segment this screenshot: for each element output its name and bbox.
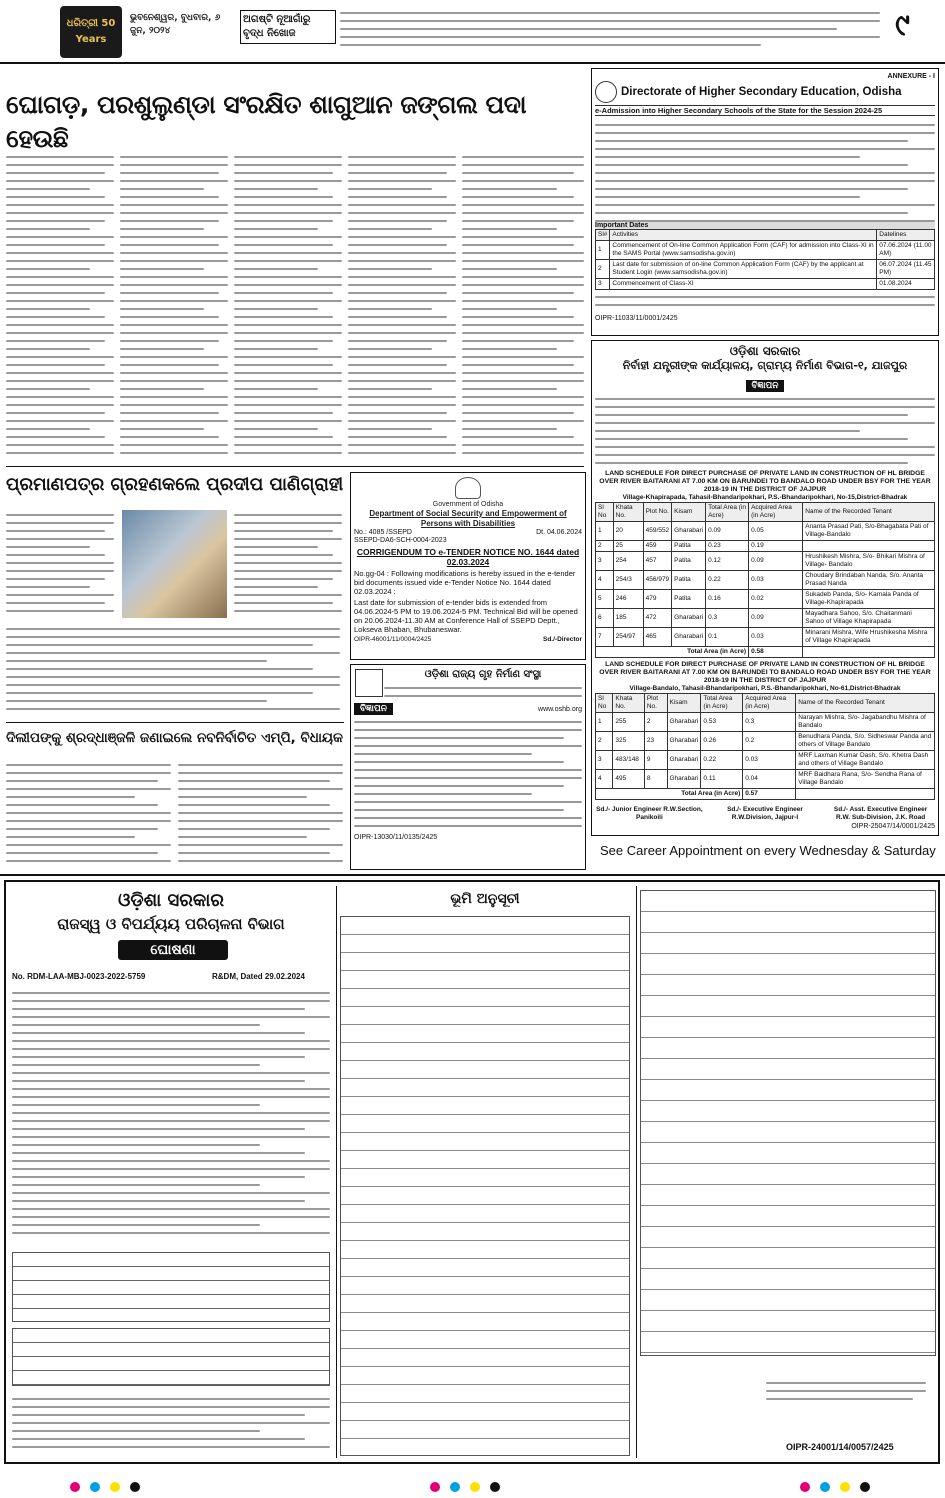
rwd-title: ନିର୍ବାହୀ ଯନ୍ତ୍ରୀଙ୍କ କାର୍ଯ୍ୟାଳୟ, ଗ୍ରାମ୍ୟ ନିର୍ମାଣ ବିଭାଗ-୧, ଯାଜପୁର <box>622 359 908 372</box>
table-row: 4 254/3 456/979 Patita 0.22 0.03 Choudary Brindaban Nanda, S/o. Ananta Prasad Nanda <box>596 571 935 590</box>
masthead-logo-text: ଧରିତ୍ରୀ 50 Years <box>66 18 116 45</box>
lead-article-col-5 <box>462 150 584 462</box>
third-headline: ଦିଲୀପଙ୍କୁ ଶ୍ରଦ୍ଧାଞ୍ଜଳି ଜଣାଇଲେ ନବନିର୍ବାଚିତ ଏମ୍‌ପି, ବିଧାୟକ <box>6 730 344 746</box>
ssepd-body-2: Last date for submission of e-tender bids is extended from 04.06.2024-5 PM to 19.06.2024-5 PM. Technical Bid will be opened on 20.06.2024-11.30 AM at Conference Hall of SSEPD Deptt., Lokseva Bhaban, Bhubaneswar. <box>354 598 578 634</box>
ssepd-no: No.: 4085 /SSEPD <box>354 529 412 536</box>
table-row: 2 325 23 Gharabari 0.26 0.2 Benudhara Panda, S/o. Sidheswar Panda and others of Village Bandalo <box>596 732 935 751</box>
emblem-icon <box>455 477 481 499</box>
registration-marks <box>0 1480 945 1494</box>
revenue-notice <box>4 880 940 1464</box>
table-row: 5 246 479 Patita 0.16 0.02 Sukadeb Panda, S/o- Kamala Panda of Village-Khapirapada <box>596 590 935 609</box>
revenue-dept: ରାଜସ୍ୱ ଓ ବିପର୍ଯ୍ୟୟ ପରିଚାଳନା ବିଭାଗ <box>57 915 285 933</box>
land-schedule-table-right <box>640 890 936 1356</box>
land-schedule-title: ଭୂମି ଅନୁସୂଚୀ <box>450 891 520 907</box>
table-row: 6 185 472 Gharabari 0.3 0.09 Mayadhara Sahoo, S/o. Chaitanmani Sahoo of Village Khapirapada <box>596 609 935 628</box>
rwd-notice-label: ବିଜ୍ଞାପନ <box>746 380 785 392</box>
rwd-footer: OIPR-25047/14/0001/2425 <box>851 823 935 830</box>
dhse-annexure: ANNEXURE - I <box>887 73 935 80</box>
table-row: 1 20 459/552 Gharabari 0.09 0.05 Ananta Prasad Pati, S/o-Bhagabata Pati of Village-Bandalo <box>596 522 935 541</box>
lead-article-col-4 <box>348 150 456 462</box>
revenue-body <box>12 986 330 1236</box>
dhse-subtitle: e-Admission into Higher Secondary Schools of the State for the Session 2024-25 <box>595 105 935 116</box>
revenue-ref: No. RDM-LAA-MBJ-0023-2022-5759 <box>12 972 146 981</box>
lead-article-col-3 <box>234 150 342 462</box>
rwd-schedule1-title: LAND SCHEDULE FOR DIRECT PURCHASE OF PRIVATE LAND IN CONSTRUCTION OF HL BRIDGE OVER RIVER BAITARANI AT 7.00 KM ON BARUNDEI TO BANDALO ROAD UNDER BSY FOR THE YEAR 2018-19 IN THE DISTRICT OF JAJPUR <box>599 470 931 493</box>
revenue-header: ଓଡ଼ିଶା ସରକାର <box>118 890 224 911</box>
rwd-sig-1: Sd./- Junior Engineer R.W.Section, Panikoili <box>596 806 703 821</box>
revenue-dated: R&DM, Dated 29.02.2024 <box>212 972 305 981</box>
dhse-dates-table: Sl# Activities Datelines 1 Commencement of On-line Common Application Form (CAF) for admission into Class-XI in the SAMS Portal (www.samsodisha.gov.in) 07.06.2024 (11.00 AM) 2 Last date for submission of on-line Common Application Form (CAF) by the applicant at Student Login (www.samsodisha.gov.in) 06.07.2024 (11.45 PM) 3 Commencement of Class-XI 01.08.2024 <box>595 229 935 290</box>
dhse-logo-icon <box>595 81 617 103</box>
ssepd-footer: OIPR-46001/11/0004/2425 <box>354 636 432 643</box>
rwd-sig-2: Sd./- Executive Engineer R.W.Division, Jajpur-I <box>727 806 803 821</box>
second-article-col-3 <box>234 508 342 618</box>
ssepd-dept: Department of Social Security and Empowerment of Persons with Disabilities <box>369 509 567 528</box>
masthead-logo <box>60 6 122 58</box>
table-row: 2 25 459 Patita 0.23 0.19 <box>596 541 935 552</box>
dhse-notice <box>591 68 939 336</box>
page-number: ୯ <box>895 8 910 43</box>
land-schedule-table-left <box>340 916 630 1456</box>
ssepd-date: Dt. 04.06.2024 <box>536 529 582 536</box>
dhse-footer: OIPR-11033/11/0001/2425 <box>595 315 678 322</box>
table-row: 1 255 2 Gharabari 0.53 0.3 Narayan Mishra, S/o- Jagabandhu Mishra of Bandalo <box>596 713 935 732</box>
table-row: 2 Last date for submission of on-line Common Application Form (CAF) by the applicant at Student Login (www.samsodisha.gov.in) 06.07.2024 (11.45 PM) <box>596 260 935 279</box>
table-row: 3 483/148 9 Gharabari 0.22 0.03 MRF Laxman Kumar Dash, S/o. Khetra Dash and others of Village Bandalo <box>596 751 935 770</box>
rwd-sig-3: Sd./- Asst. Executive Engineer R.W. Sub-Division, J.K. Road <box>833 806 928 821</box>
second-article-intro <box>6 508 114 618</box>
ohb-notice <box>350 664 586 870</box>
rwd-schedule2-title: LAND SCHEDULE FOR DIRECT PURCHASE OF PRIVATE LAND IN CONSTRUCTION OF HL BRIDGE OVER RIVER BAITARANI AT 7.00 KM ON BARUNDEI TO BANDALO ROAD UNDER BSY FOR THE YEAR 2018-19 IN THE DISTRICT OF JAJPUR <box>599 661 931 684</box>
rwd-notice <box>591 340 939 836</box>
rwd-table-2: Sl No Khata No. Plot No. Kisam Total Area (in Acre) Acquired Area (in Acre) Name of the Recorded Tenant 1 255 2 Gharabari 0.53 0.3 Narayan Mishra, S/o- Jagabandhu Mishra of Bandalo 2 325 23 Gharabari 0.26 0.2 Benudhara Panda, S/o. Sidheswar Panda and others of Village Bandalo 3 483/148 9 Gharabari 0.22 0.03 MRF Laxman Kumar Dash, S/o. Khetra Dash and others of Village Bandalo 4 495 8 Gharabari 0.11 0.04 MRF Baidhara Rana, S/o- Sendha Rana of Village Bandalo Total Area (in Acre) 0.57 <box>595 693 935 800</box>
table-row: 4 495 8 Gharabari 0.11 0.04 MRF Baidhara Rana, S/o- Sendha Rana of Village Bandalo <box>596 770 935 789</box>
revenue-signature <box>766 1376 926 1416</box>
dhse-important-dates: Important Dates <box>595 222 935 229</box>
ssepd-ref: SSEPD-DA6-SCH-0004-2023 <box>354 537 447 544</box>
third-article-col-2 <box>178 758 343 868</box>
ssepd-gov: Government of Odisha <box>432 501 504 508</box>
table-row: 3 254 457 Patita 0.12 0.09 Hrushikesh Mishra, S/o- Bhikari Mishra of Village- Bandalo <box>596 552 935 571</box>
ohb-logo-icon <box>355 669 383 697</box>
second-headline: ପ୍ରମାଣପତ୍ର ଗ୍ରହଣକଲେ ପ୍ରଦୀପ ପାଣିଗ୍ରାହୀ <box>6 474 344 495</box>
ssepd-title: CORRIGENDUM TO e-TENDER NOTICE NO. 1644 dated 02.03.2024 <box>356 547 580 567</box>
revenue-small-table-2 <box>12 1328 330 1386</box>
revenue-footer: OIPR-24001/14/0057/2425 <box>786 1442 894 1452</box>
rwd-table-1: Sl No Khata No. Plot No. Kisam Total Area (in Acre) Acquired Area (in Acre) Name of the Recorded Tenant 1 20 459/552 Gharabari 0.09 0.05 Ananta Prasad Pati, S/o-Bhagabata Pati of Village-Bandalo 2 25 459 Patita 0.23 0.19 3 254 457 Patita 0.12 0.09 Hrushikesh Mishra, S/o- Bhikari Mishra of Village- Bandalo 4 254/3 456/979 Patita 0.22 0.03 Choudary Brindaban Nanda, S/o. Ananta Prasad Nanda 5 246 479 Patita 0.16 0.02 Sukadeb Panda, S/o- Kamala Panda of Village-Khapirapada 6 185 472 Gharabari 0.3 0.09 Mayadhara Sahoo, S/o. Chaitanmani Sahoo of Village Khapirapada 7 254/97 465 Gharabari 0.1 0.03 Minarani Mishra, Wife Hrushikesha Mishra of Village Khapirapada Total Area (in Acre) 0.58 <box>595 502 935 658</box>
table-row: 3 Commencement of Class-XI 01.08.2024 <box>596 279 935 290</box>
revenue-notice-label: ଘୋଷଣା <box>118 940 228 960</box>
ssepd-notice <box>350 472 586 660</box>
ohb-title: ଓଡ଼ିଶା ରାଜ୍ୟ ଗୃହ ନିର୍ମାଣ ସଂସ୍ଥା <box>424 669 542 680</box>
ssepd-body-1: No.gg-04 : Following modifications is hereby issued in the e-tender bid documents issued vide e-Tender Notice No. 1644 dated 02.03.2024 : <box>354 569 576 596</box>
news-photo <box>122 510 227 618</box>
career-banner: See Career Appointment on every Wednesday & Saturday <box>600 843 936 858</box>
ohb-footer: OIPR-13030/11/0135/2425 <box>354 834 438 841</box>
masthead-snippet <box>340 6 880 58</box>
dhse-col-activities: Activities <box>610 230 877 241</box>
dhse-col-dates: Datelines <box>877 230 935 241</box>
rwd-header: ଓଡ଼ିଶା ସରକାର <box>729 344 801 358</box>
lead-article-col-1 <box>6 150 114 462</box>
rwd-schedule2-village: Village-Bandalo, Tahasil-Bhandaripokhari, P.S.-Bhandaripokhari, No-61,District-Bhadrak <box>629 685 901 692</box>
ohb-web: www.oshb.org <box>538 705 582 713</box>
table-row: 1 Commencement of On-line Common Application Form (CAF) for admission into Class-XI in the SAMS Portal (www.samsodisha.gov.in) 07.06.2024 (11.00 AM) <box>596 241 935 260</box>
table-row: 7 254/97 465 Gharabari 0.1 0.03 Minarani Mishra, Wife Hrushikesha Mishra of Village Khapirapada <box>596 628 935 647</box>
lead-article-col-2 <box>120 150 228 462</box>
ohb-notice-label: ବିଜ୍ଞାପନ <box>354 703 393 715</box>
revenue-small-table-1 <box>12 1252 330 1322</box>
second-article-body <box>6 622 340 718</box>
dhse-title: Directorate of Higher Secondary Education, Odisha <box>621 86 902 98</box>
masthead-dateline: ଭୁବନେଶ୍ୱର, ବୁଧବାର, ୬ ଜୁନ, ୨୦୨୪ <box>130 13 221 36</box>
rwd-schedule1-village: Village-Khapirapada, Tahasil-Bhandaripokhari, P.S.-Bhandaripokhari, No-15,District-Bhadrak <box>622 494 908 501</box>
ssepd-signature: Sd./-Director <box>542 636 582 643</box>
revenue-body-2 <box>12 1392 330 1452</box>
lead-headline: ଘୋଗଡ଼, ପରଶୁଲୁଣ୍ଡା ସଂରକ୍ଷିତ ଶାଗୁଆନ ଜଙ୍ଗଲ ପଦା ହେଉଛି <box>6 90 527 153</box>
masthead-section: ଅଗଷ୍ଟି ନୂଆଗାଁରୁ ବୃଦ୍ଧ ନିଖୋଜ <box>240 10 336 44</box>
third-article-col-1 <box>6 758 171 868</box>
